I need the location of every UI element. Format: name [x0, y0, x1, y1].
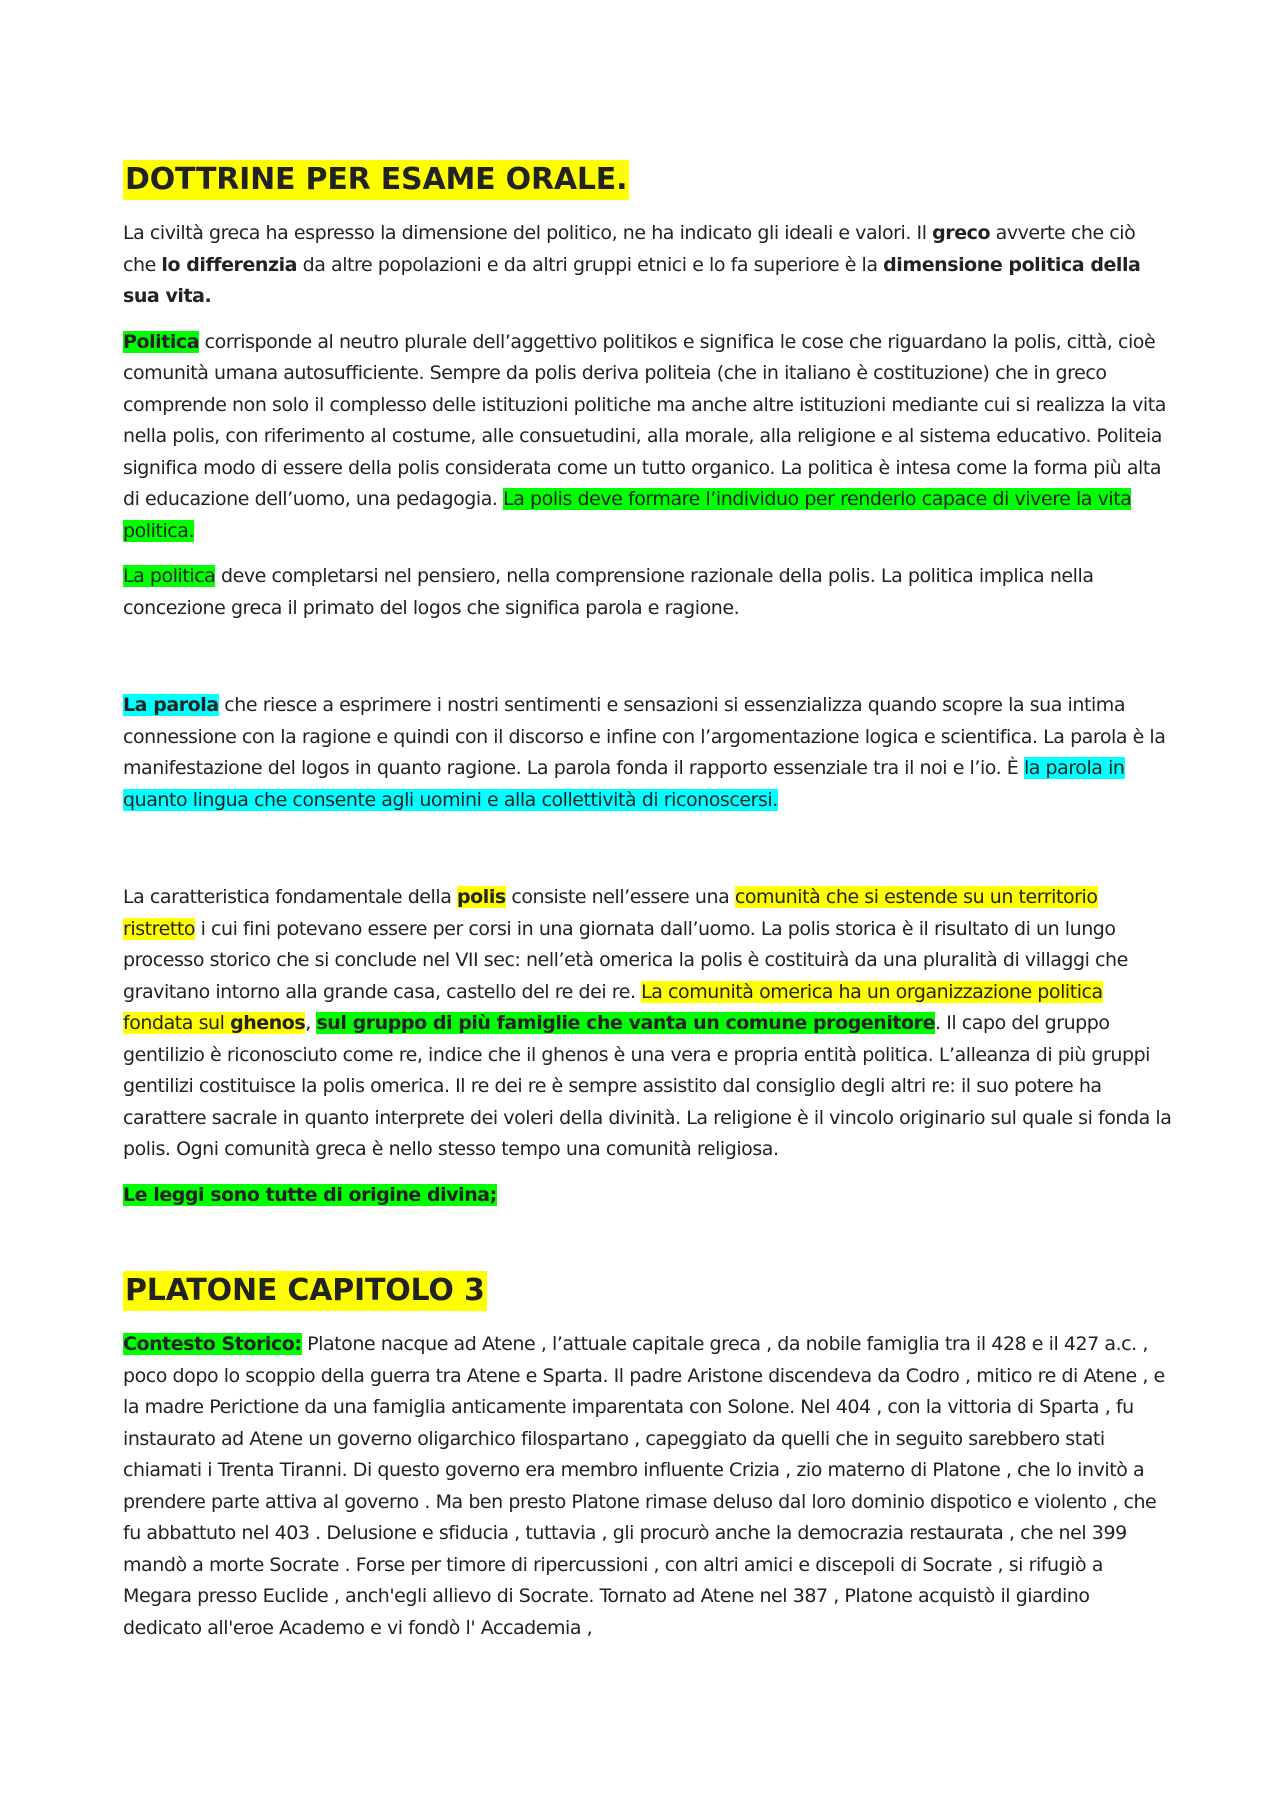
paragraph: [123, 882, 1173, 1166]
highlight-green: La polis deve formare l’individuo per renderlo capace di vivere la vita politica.: [123, 488, 1132, 542]
text-run: corrisponde al neutro plurale dell’aggettivo politikos e significa le cose che riguardano la polis, città, cioè comunità umana autosufficiente. Sempre da polis deriva politeia (che in italiano è costituzione) che in greco comprende non solo il complesso delle istituzioni politiche ma anche altre istituzioni mediante cui si realizza la vita nella polis, con riferimento al costume, alle consuetudini, alla morale, alla religione e al sistema educativo. Politeia significa modo di essere della polis considerata come un tutto organico. La politica è intesa come la forma più alta di educazione dell’uomo, una pedagogia.: [123, 330, 1166, 510]
text-run: consiste nell’essere una: [505, 886, 735, 908]
highlight-green: Le leggi sono tutte di origine divina;: [123, 1183, 497, 1206]
highlight-yellow: comunità che si estende su un territorio ristretto: [123, 886, 1098, 940]
document-page: [123, 160, 1173, 1658]
text-run: da altre popolazioni e da altri gruppi etnici e lo fa superiore è la: [297, 253, 884, 276]
spacer: [123, 830, 1173, 882]
highlight-green: Contesto Storico:: [123, 1333, 302, 1355]
highlight-green: La politica: [123, 565, 216, 587]
text-run: i cui fini potevano essere per corsi in una giornata dall’uomo. La polis storica è il risultato di un lungo processo storico che si conclude nel VII sec: nell’età omerica la polis è costituirà da una pluralità di villaggi che gravitano intorno alla grande casa, castello del re dei re.: [123, 917, 1128, 1003]
bold-run: lo differenzia: [161, 253, 298, 276]
section-title: PLATONE CAPITOLO 3: [123, 1271, 487, 1311]
highlight-cyan: La parola: [123, 694, 219, 716]
paragraph: [123, 690, 1173, 816]
text-run: La civiltà greca ha espresso la dimensione del politico, ne ha indicato gli ideali e valori. Il: [123, 222, 933, 244]
section-title: DOTTRINE PER ESAME ORALE.: [123, 160, 629, 200]
highlight-yellow: La comunità omerica ha un organizzazione politica fondata sul: [123, 980, 1103, 1034]
paragraph: [123, 327, 1173, 548]
text-run: Platone nacque ad Atene , l’attuale capitale greca , da nobile famiglia tra il 428 e il 427 a.c. , poco dopo lo scoppio della guerra tra Atene e Sparta. Il padre Aristone discendeva da Codro , mitico re di Atene , e la madre Perictione da una famiglia anticamente imparentata con Solone. Nel 404 , con la vittoria di Sparta , fu instaurato ad Atene un governo oligarchico filospartano , capeggiato da quelli che in seguito sarebbero stati chiamati i Trenta Tiranni. Di questo governo era membro influente Crizia , zio materno di Platone , che lo invitò a prendere parte attiva al governo . Ma ben presto Platone rimase deluso dal loro dominio dispotico e violento , che fu abbattuto nel 403 . Delusione e sfiducia , tuttavia , gli procurò anche la democrazia restaurata , che nel 399 mandò a morte Socrate . Forse per timore di ripercussioni , con altri amici e discepoli di Socrate , si rifugiò a Megara presso Euclide , anch'egli allievo di Socrate. Tornato ad Atene nel 387 , Platone acquistò il giardino dedicato all'eroe Academo e vi fondò l' Accademia ,: [123, 1333, 1165, 1639]
text-run: deve completarsi nel pensiero, nella comprensione razionale della polis. La politica implica nella concezione greca il primato del logos che significa parola e ragione.: [123, 565, 1094, 619]
highlight-cyan: la parola in quanto lingua che consente agli uomini e alla collettività di riconoscersi.: [123, 757, 1125, 811]
highlight-green: sul gruppo di più famiglie che vanta un comune progenitore: [316, 1012, 936, 1034]
spacer: [123, 1225, 1173, 1271]
paragraph: [123, 1180, 1173, 1212]
text-run: avverte che ciò che: [123, 222, 1136, 276]
text-run: ,: [305, 1012, 317, 1034]
text-run: che riesce a esprimere i nostri sentimenti e sensazioni si essenzializza quando scopre la sua intima connessione con la ragione e quindi con il discorso e infine con l’argomentazione logica e scientifica. La parola è la manifestazione del logos in quanto ragione. La parola fonda il rapporto essenziale tra il noi e l’io. È: [123, 694, 1166, 779]
paragraph: [123, 218, 1173, 313]
highlight-yellow: ghenos: [230, 1012, 306, 1034]
text-run: . Il capo del gruppo gentilizio è riconosciuto come re, indice che il ghenos è una vera e propria entità politica. L’alleanza di più gruppi gentilizi costituisce la polis omerica. Il re dei re è sempre assistito dal consiglio degli altri re: il suo potere ha carattere sacrale in quanto interprete dei voleri della divinità. La religione è il vincolo originario sul quale si fonda la polis. Ogni comunità greca è nello stesso tempo una comunità religiosa.: [123, 1012, 1172, 1160]
spacer: [123, 638, 1173, 690]
bold-run: greco: [932, 222, 991, 244]
paragraph: [123, 561, 1173, 624]
highlight-green: Politica: [123, 330, 200, 353]
bold-run: dimensione politica della sua vita.: [123, 253, 1141, 307]
paragraph: [123, 1329, 1173, 1644]
highlight-yellow: polis: [457, 886, 506, 908]
text-run: La caratteristica fondamentale della: [123, 886, 457, 908]
